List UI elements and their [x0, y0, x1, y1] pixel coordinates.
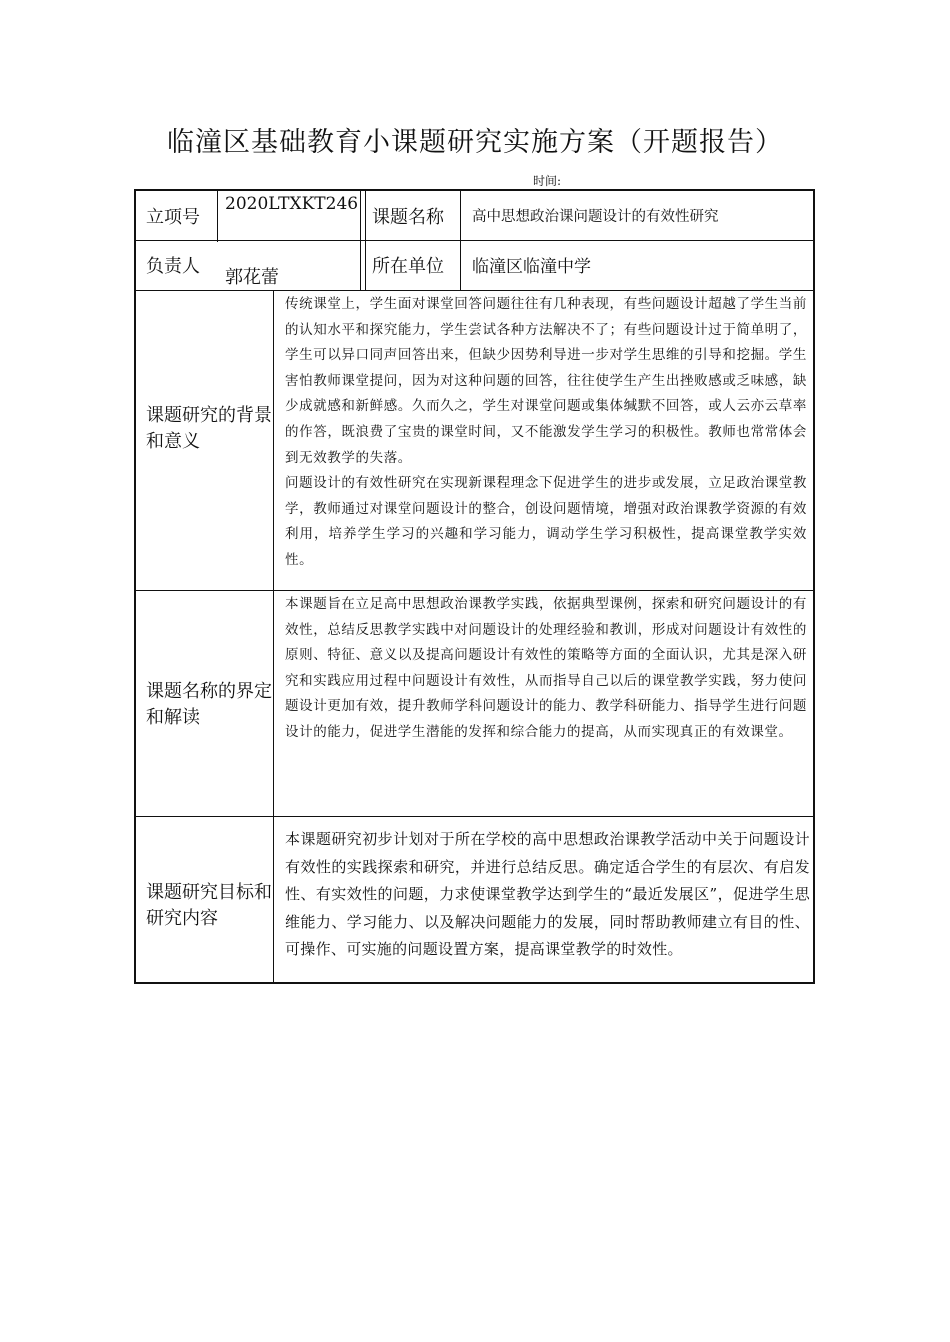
col-divider: [460, 191, 461, 291]
goal-text: 本课题研究初步计划对于所在学校的高中思想政治课教学活动中关于问题设计有效性的实践探索和研究，并进行总结反思。确定适合学生的有层次、有启发性、有实效性的问题，力求使课堂教学达到学生的“最近发展区”，促进学生思维能力、学习能力、以及解决问题能力的发展，同时帮助教师建立有目的性、可操作、可实施的问题设置方案，提高课堂教学的时效性。: [285, 830, 810, 958]
proposal-table: [134, 189, 815, 984]
background-paragraph-1: 传统课堂上，学生面对课堂回答问题往往有几种表现，有些问题设计超越了学生当前的认知水平和探究能力，学生尝试各种方法解决不了；有些问题设计过于简单明了，学生可以异口同声回答出来，但缺少因势利导进一步对学生思维的引导和挖掘。学生害怕教师课堂提问，因为对这种问题的回答，往往使学生产生出挫败感或乏味感，缺少成就感和新鲜感。久而久之，学生对课堂问题或集体缄默不回答，或人云亦云草率的作答，既浪费了宝贵的课堂时间，又不能激发学生学习的积极性。教师也常常体会到无效教学的失落。: [285, 296, 807, 466]
leader-value: 郭花蕾: [225, 267, 279, 288]
row-divider: [136, 240, 815, 241]
col-divider: [360, 191, 361, 291]
row-divider: [136, 816, 815, 817]
date-label: 时间:: [533, 174, 562, 188]
definition-label: 课题名称的界定和解读: [146, 681, 272, 728]
col-divider: [365, 191, 366, 291]
project-no-label: 立项号: [146, 207, 200, 228]
unit-label: 所在单位: [372, 256, 444, 277]
background-label: 课题研究的背景和意义: [146, 405, 272, 452]
col-divider: [273, 290, 274, 984]
unit-value: 临潼区临潼中学: [472, 257, 591, 277]
row-divider: [136, 590, 815, 591]
col-divider: [217, 191, 218, 242]
definition-text: 本课题旨在立足高中思想政治课教学实践，依据典型课例，探索和研究问题设计的有效性，总结反思教学实践中对问题设计的处理经验和教训，形成对问题设计有效性的原则、特征、意义以及提高问题设计有效性的策略等方面的全面认识，尤其是深入研究和实践应用过程中问题设计有效性，从而指导自己以后的课堂教学实践，努力使问题设计更加有效，提升教师学科问题设计的能力、教学科研能力、指导学生进行问题设计的能力，促进学生潜能的发挥和综合能力的提高，从而实现真正的有效课堂。: [285, 596, 807, 740]
leader-label: 负责人: [146, 256, 200, 277]
topic-label: 课题名称: [372, 207, 444, 228]
goal-label: 课题研究目标和研究内容: [146, 882, 272, 929]
page-title: 临潼区基础教育小课题研究实施方案（开题报告）: [167, 127, 783, 158]
project-no-value: 2020LTXKT246: [225, 194, 359, 214]
background-paragraph-2: 问题设计的有效性研究在实现新课程理念下促进学生的进步或发展，立足政治课堂教学，教师通过对课堂问题设计的整合，创设问题情境，增强对政治课教学资源的有效利用，培养学生学习的兴趣和学习能力，调动学生学习积极性，提高课堂教学实效性。: [285, 475, 807, 568]
topic-value: 高中思想政治课问题设计的有效性研究: [472, 209, 719, 225]
background-text: [285, 292, 807, 574]
